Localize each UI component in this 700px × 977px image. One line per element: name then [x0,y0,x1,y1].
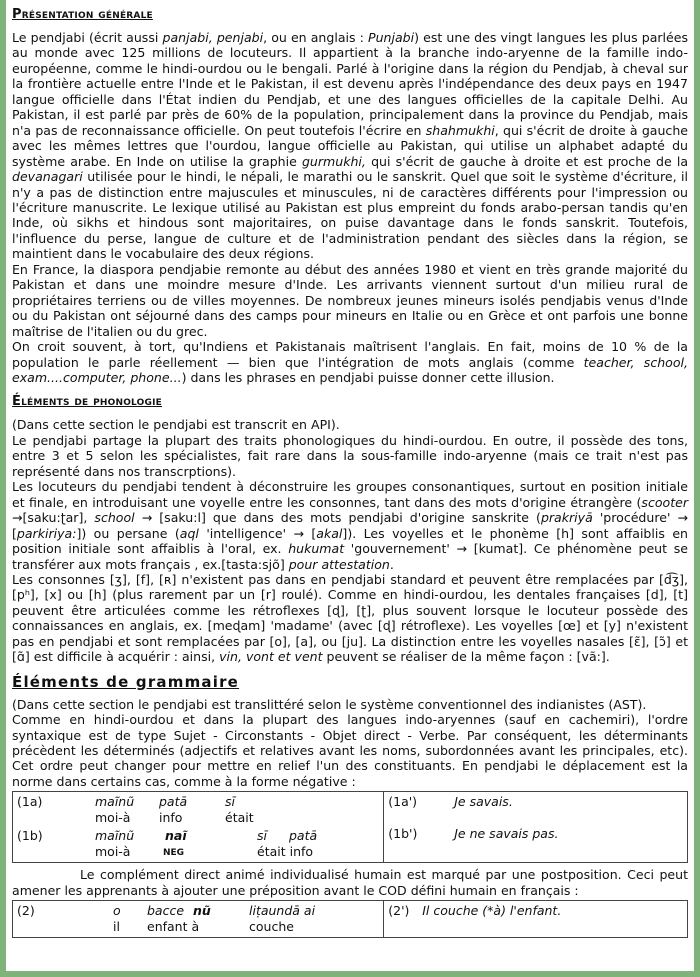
paragraph-grammaire-3: Le complément direct animé individualisé humain est marqué par une postposition. Ceci peut amener les apprenants à ajouter une préposition avant le COD défini humain en français : [12,867,688,898]
paragraph-phonologie-3: Les locuteurs du pendjabi tendent à déconstruire les groupes consonantiques, surtout en position initiale et finale, en introduisant une voyelle entre les consonnes, tant dans des mots d'origine étrangère (scooter →[saku:ʈar], school → [saku:l] que dans des mots pendjabi d'origine sanskrite (prakriyā 'procédure' → [parkiriya:]) ou persane (aql 'intelligence' → [akal]). Les voyelles et le phonème [h] sont affaiblis en position initiale sont affaiblis à l'oral, ex. hukumat 'gouvernement' → [kumat]. Ce phénomène peut se transférer aux mots français , ex.[tasta:sjõ] pour attestation. [12,479,688,572]
paragraph-phonologie-1: (Dans cette section le pendjabi est transcrit en API). [12,417,340,433]
example-1a-gloss: était [225,810,254,826]
example-1b-gloss: était info [257,844,314,860]
example-2-word: nũ [193,903,211,919]
example-1b-gloss: moi-à [95,844,131,860]
example-2-source-cell [13,901,384,938]
example-1b-translation-number: (1b') [388,826,418,842]
example-1-source-cell [13,792,384,863]
example-1a-word: patā [159,794,188,810]
example-1a-translation: Je savais. [454,794,513,810]
example-2-translation-cell [384,901,688,938]
example-1a-gloss: info [159,810,183,826]
example-2-translation: Il couche (*à) l'enfant. [422,903,562,919]
example-table-2 [12,900,688,938]
example-1a-gloss: moi-à [95,810,131,826]
example-2-translation-number: (2') [388,903,410,919]
example-1a-word: sī [225,794,235,810]
example-1b-word: patā [289,828,318,844]
section-title-grammaire: Éléments de grammaire [12,672,240,691]
example-1b-translation: Je ne savais pas. [454,826,559,842]
example-2-gloss: il [113,919,120,935]
example-1a-translation-number: (1a') [388,794,418,810]
paragraph-presentation-2: En France, la diaspora pendjabie remonte au début des années 1980 et vient en très grande majorité du Pakistan et dans une moindre mesure d'Inde. Les arrivants viennent surtout d'un milieu rural de propriétaires terriens ou de villes moyennes. De nombreux jeunes mineurs isolés pendjabis venus d'Inde ou du Pakistan ont séjourné dans des camps pour mineurs en Italie ou en Grèce et ont parfois une bonne maîtrise de l'italien ou du grec. [12,261,688,339]
paragraph-presentation-3: On croit souvent, à tort, qu'Indiens et Pakistanais maîtrisent l'anglais. En fait, moins de 10 % de la population le parle réellement — bien que l'intégration de mots anglais (comme teacher, school, exam....computer, phone...) dans les phrases en pendjabi puisse donner cette illusion. [12,339,688,385]
paragraph-grammaire-1: (Dans cette section le pendjabi est translittéré selon le système conventionnel des indianistes (AST). [12,696,647,712]
example-table-1 [12,791,688,863]
example-2-number: (2) [17,903,35,919]
paragraph-phonologie-4: Les consonnes [ʒ], [f], [ʀ] n'existent pas dans en pendjabi standard et peuvent être remplacées par [d͡ʒ], [pʰ], [x] ou [h] (plus rarement par un [r] roulé). Comme en hindi-ourdou, les dentales françaises [d], [t] peuvent être articulées comme les rétroflexes [ɖ], [ʈ], plus souvent lorsque le locuteur possède des connaissances en anglais, ex. [meɖam] 'madame' (avec [ɖ] rétroflexe). Les voyelles [œ] et [y] n'existent pas en pendjabi et sont remplacées par [o], [a], ou [ju]. La distinction entre les voyelles nasales [ɛ̃], [ɔ̃] et [ɑ̃] est difficile à acquérir : ainsi, vin, vont et vent peuvent se réaliser de la même façon : [vã:]. [12,571,688,665]
example-1a-word: maĩnũ [95,794,135,810]
section-title-presentation: Présentation générale [12,7,153,22]
paragraph-phonologie-2: Le pendjabi partage la plupart des traits phonologiques du hindi-ourdou. En outre, il possède des tons, entre 3 et 5 selon les spécialistes, fait rare dans la sous-famille indo-aryenne (mais ce trait n'est pas représenté dans nos transcrptions). [12,432,688,479]
example-1b-word: maĩnũ [95,828,135,844]
example-1b-word: naĩ [165,828,187,844]
example-1b-gloss: NEG [163,848,185,859]
example-1b-number: (1b) [17,828,43,844]
example-1a-number: (1a) [17,794,43,810]
example-2-word: o [113,903,121,919]
example-2-gloss: enfant à [147,919,200,935]
example-2-word: bacce [147,903,185,919]
example-2-word: liṭaundā ai [249,903,316,919]
example-1b-word: sī [257,828,267,844]
example-2-gloss: couche [249,919,294,935]
section-title-phonologie: Éléments de phonologie [12,394,163,410]
example-1-translation-cell [384,792,688,863]
paragraph-presentation-1: Le pendjabi (écrit aussi panjabi, penjabi, ou en anglais : Punjabi) est une des vingt langues les plus parlées au monde avec 125 millions de locuteurs. Il appartient à la branche indo-aryenne de la famille indo-européenne, comme le hindi-ourdou ou le bengali. Parlé à l'origine dans la région du Pendjab, à cheval sur la frontière actuelle entre l'Inde et le Pakistan, il est devenu après l'indépendance des deux pays en 1947 langue officielle dans l'État indien du Pendjab, et une des langues officielles de la capitale Delhi. Au Pakistan, il est parlé par près de 60% de la population, principalement dans la province du Pendjab, mais n'a pas de reconnaissance officielle. On peut toutefois l'écrire en shahmukhi, qui s'écrit de droite à gauche avec les mêmes lettres que l'ourdou, langue officielle au Pakistan, qui utilise un alphabet adapté du système arabe. En Inde on utilise la graphie gurmukhi, qui s'écrit de gauche à droite et est proche de la devanagari utilisée pour le hindi, le népali, le marathi ou le sanskrit. Quel que soit le système d'écriture, il n'y a pas de distinction entre majuscules et minuscules, ni de caractères différents pour l'impression ou l'écriture manuscrite. Le lexique utilisé au Pakistan est plus empreint du fonds arabo-persan tandis qu'en Inde, où sikhs et hindous sont majoritaires, on puise davantage dans le fonds sanskrit. Toutefois, l'influence du perse, langue de culture et de l'administration pendant des siècles dans la région, se maintient dans le vocabulaire des deux régions. [12,30,689,262]
paragraph-grammaire-2: Comme en hindi-ourdou et dans la plupart des langues indo-aryennes (sauf en cachemiri), l'ordre syntaxique est de type Sujet - Circonstants - Objet direct - Verbe. Par conséquent, les déterminants précèdent les déterminés (adjectifs et relatives avant les noms, subordonnées avant les principales, etc). Cet ordre peut changer pour mettre en relief l'un des constituants. En pendjabi le déplacement est la norme dans certains cas, comme à la forme négative : [12,712,688,789]
